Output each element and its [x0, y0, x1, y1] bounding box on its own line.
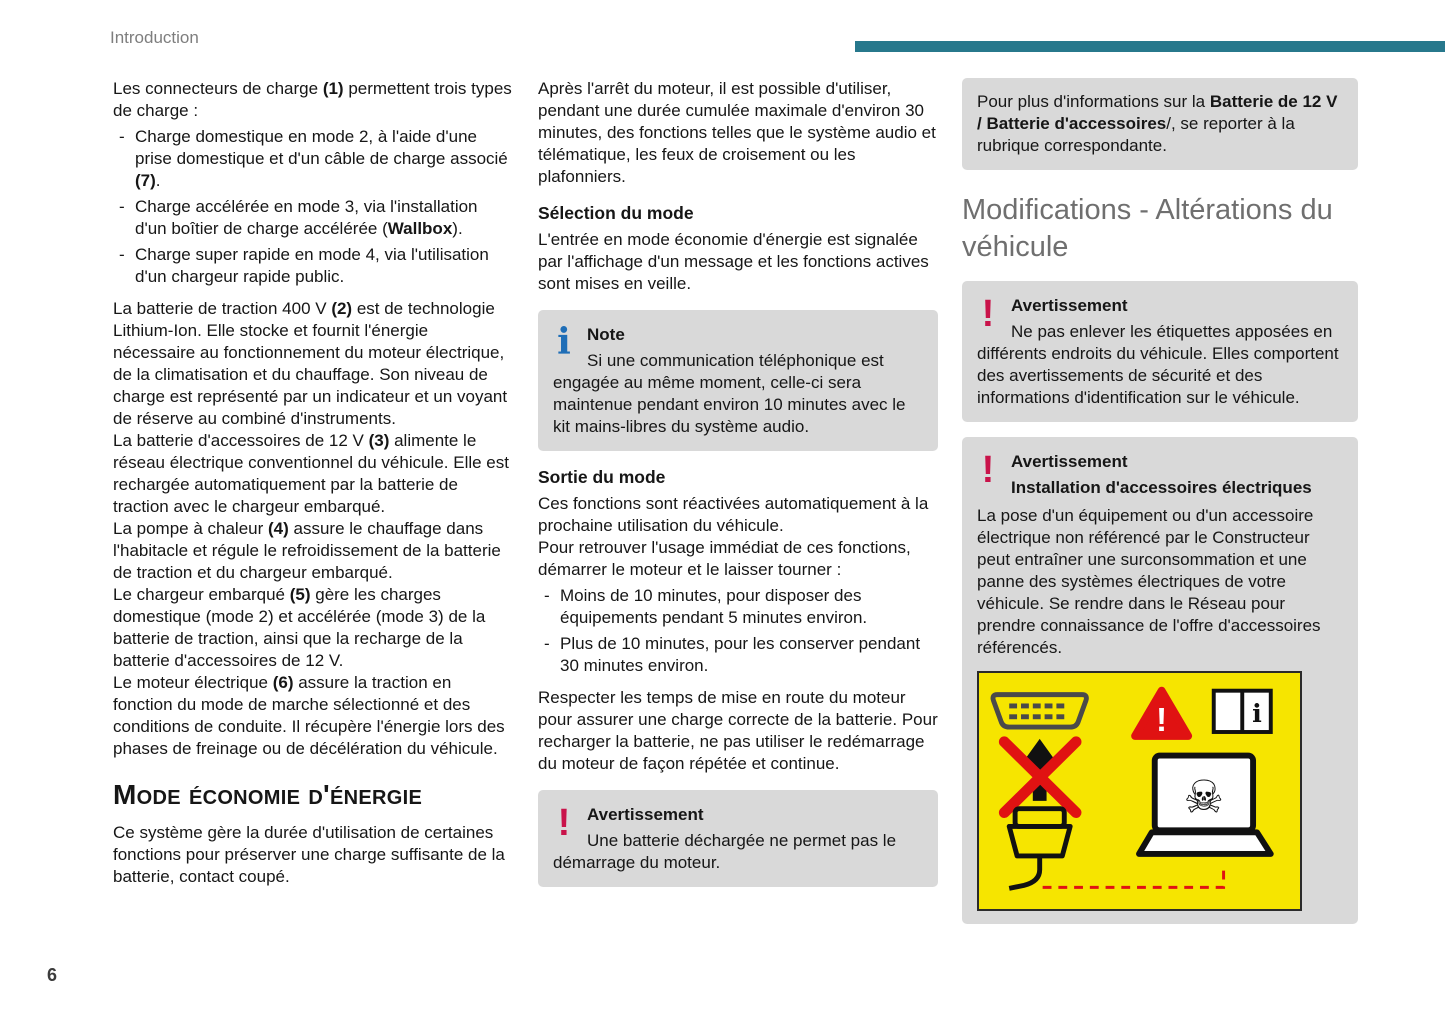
list-item-text: Moins de 10 minutes, pour disposer des équipements pendant 5 minutes environ.: [560, 586, 868, 627]
list-item-text: Plus de 10 minutes, pour les conserver pendant 30 minutes environ.: [560, 634, 921, 675]
warning-title: Avertissement: [587, 805, 704, 824]
warning-triangle-icon: [1135, 691, 1188, 739]
warning-icon: !: [557, 802, 571, 844]
info-reference-box: [962, 78, 1358, 170]
svg-text:☠: ☠: [1183, 770, 1225, 824]
column-center: [538, 78, 938, 902]
note-box: [538, 310, 938, 451]
list-item-text: Charge domestique en mode 2, à l'aide d'une prise domestique et d'un câble de charge associé (7).: [135, 127, 508, 190]
laptop-skull-icon: [1139, 756, 1271, 854]
warning-box: [962, 281, 1358, 422]
warning-subtitle: Installation d'accessoires électriques: [1011, 478, 1312, 497]
bullet-list: [538, 585, 938, 677]
page-number: 6: [47, 965, 58, 985]
column-right: [962, 78, 1358, 939]
bullet-list: [113, 126, 513, 288]
paragraph: Le moteur électrique (6) assure la traction en fonction du mode de marche sélectionné et des conditions de conduite. Il récupère l'énergie lors des phases de freinage ou de décélération du véhicule.: [113, 673, 505, 758]
paragraph: Ces fonctions sont réactivées automatiquement à la prochaine utilisation du véhicule.: [538, 494, 929, 535]
note-body: Si une communication téléphonique est engagée au même moment, celle-ci sera maintenue pendant environ 10 minutes avec le kit mains-libres du système audio.: [553, 351, 906, 436]
bullet-marker: -: [119, 127, 125, 146]
warning-icon: !: [981, 293, 995, 335]
list-item: [538, 633, 938, 677]
warning-body: Une batterie déchargée ne permet pas le démarrage du moteur.: [553, 831, 897, 872]
info-icon: i: [557, 321, 571, 363]
subheading-mode-selection: Sélection du mode: [538, 203, 694, 223]
warning-body: Ne pas enlever les étiquettes apposées en différents endroits du véhicule. Elles comportent des avertissements de sécurité et des informations d'identification sur le véhicule.: [977, 322, 1339, 407]
warning-title: Avertissement: [1011, 452, 1128, 471]
note-title: Note: [587, 325, 625, 344]
bullet-marker: -: [119, 245, 125, 264]
manual-book-icon: [1214, 691, 1271, 732]
bullet-marker: -: [544, 586, 550, 605]
paragraph: Pour retrouver l'usage immédiat de ces fonctions, démarrer le moteur et le laisser tourner :: [538, 538, 911, 579]
subheading-mode-exit: Sortie du mode: [538, 467, 666, 487]
plug-icon: [1009, 809, 1070, 889]
section-title-modifications: Modifications - Altérations du véhicule: [962, 194, 1333, 263]
page-header: Introduction: [110, 28, 199, 47]
no-electrical-accessories-illustration: [979, 673, 1300, 909]
warning-body: La pose d'un équipement ou d'un accessoire électrique non référencé par le Constructeur peut entraîner une surconsommation et une panne des systèmes électriques de votre véhicule. Se rendre dans le Réseau pour prendre connaissance de l'offre d'accessoires référencés.: [977, 506, 1321, 657]
obd-connector-icon: [993, 695, 1086, 727]
header-accent-bar: [855, 41, 1445, 52]
paragraph: La pompe à chaleur (4) assure le chauffage dans l'habitacle et régule le refroidissement de la batterie de traction et du chargeur embarqué.: [113, 519, 501, 582]
paragraph: La batterie de traction 400 V (2) est de technologie Lithium-Ion. Elle stocke et fournit l'énergie nécessaire au fonctionnement du moteur électrique, de la climatisation et du chauffage. Son niveau de charge est représenté par un indicateur et un voyant de réserve au combiné d'instruments.: [113, 299, 508, 428]
paragraph: Le chargeur embarqué (5) gère les charges domestique (mode 2) et accélérée (mode 3) de la batterie de traction, ainsi que la recharge de la batterie d'accessoires de 12 V.: [113, 585, 486, 670]
list-item: [538, 585, 938, 629]
warning-icon: !: [981, 449, 995, 491]
paragraph: Ce système gère la durée d'utilisation de certaines fonctions pour préserver une charge suffisante de la batterie, contact coupé.: [113, 823, 505, 886]
list-item: [113, 244, 513, 288]
paragraph-intro: Les connecteurs de charge (1) permettent trois types de charge :: [113, 79, 512, 120]
info-reference-text: Pour plus d'informations sur la Batterie de 12 V / Batterie d'accessoires/, se reporter à la rubrique correspondante.: [977, 92, 1338, 155]
list-item: [113, 196, 513, 240]
paragraph: Respecter les temps de mise en route du moteur pour assurer une charge correcte de la batterie. Pour recharger la batterie, ne pas utiliser le redémarrage du moteur de façon répétée et continue.: [538, 688, 938, 773]
dashed-connection-line: [1043, 866, 1224, 888]
svg-text:i: i: [1252, 699, 1262, 730]
svg-text:!: !: [1156, 702, 1168, 740]
paragraph: Après l'arrêt du moteur, il est possible d'utiliser, pendant une durée cumulée maximale d'environ 30 minutes, des fonctions telles que le système audio et télématique, les feux de croisement ou les plafonniers.: [538, 79, 936, 186]
warning-title: Avertissement: [1011, 296, 1128, 315]
paragraph: L'entrée en mode économie d'énergie est signalée par l'affichage d'un message et les fonctions actives sont mises en veille.: [538, 230, 929, 293]
warning-box: [538, 790, 938, 887]
warning-box: [962, 437, 1358, 924]
paragraph: La batterie d'accessoires de 12 V (3) alimente le réseau électrique conventionnel du véhicule. Elle est rechargée automatiquement par la batterie de traction avec le chargeur embarqué.: [113, 431, 509, 516]
section-heading-eco-mode: Mode économie d'énergie: [113, 779, 423, 810]
list-item-text: Charge accélérée en mode 3, via l'installation d'un boîtier de charge accélérée (Wallbox).: [135, 197, 478, 238]
list-item: [113, 126, 513, 192]
column-left: [113, 78, 513, 888]
bullet-marker: -: [119, 197, 125, 216]
bullet-marker: -: [544, 634, 550, 653]
list-item-text: Charge super rapide en mode 4, via l'utilisation d'un chargeur rapide public.: [135, 245, 489, 286]
warning-illustration: [977, 671, 1302, 911]
